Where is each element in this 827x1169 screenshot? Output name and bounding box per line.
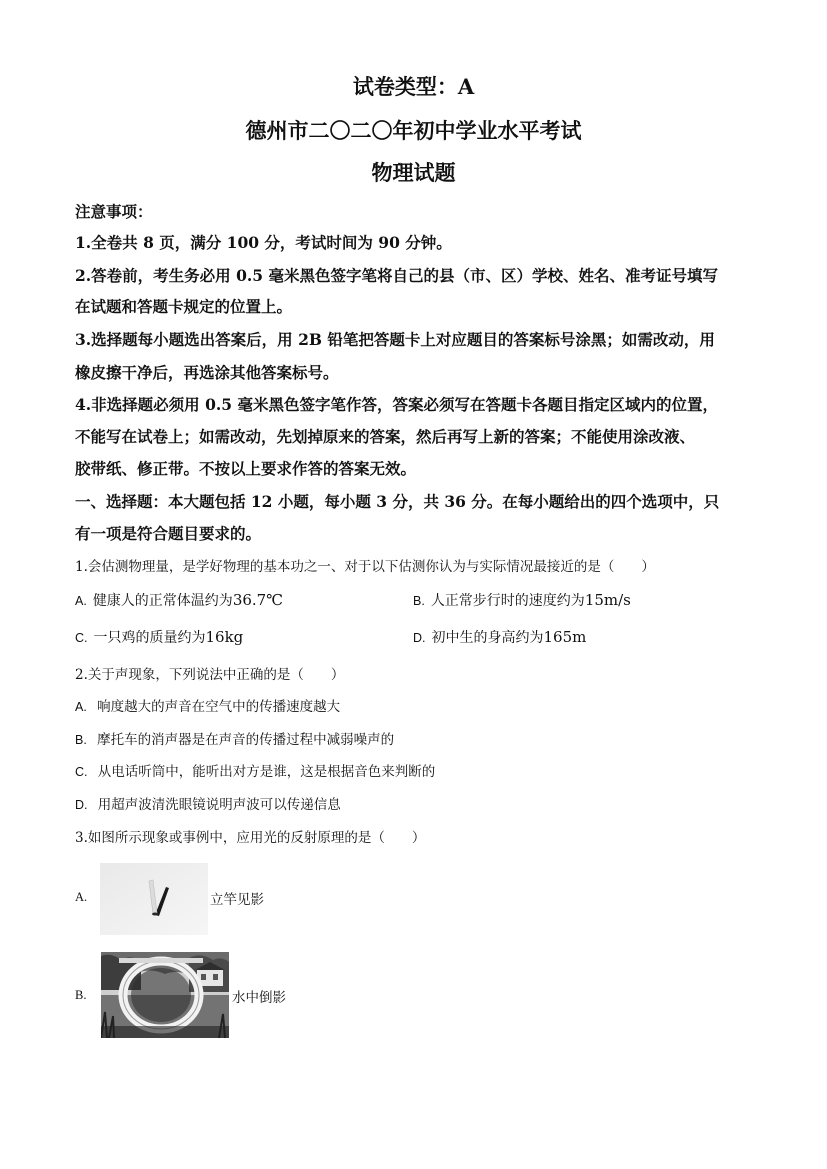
option-c[interactable]: C. 从电话听筒中，能听出对方是谁，这是根据音色来判断的 [75, 764, 436, 780]
bridge-reflection-photo [101, 952, 229, 1038]
paper-type: 试卷类型：A [352, 74, 475, 99]
notice-item: 在试题和答题卡规定的位置上。 [75, 297, 293, 316]
section-heading-cont: 有一项是符合题目要求的。 [75, 524, 262, 543]
option-d[interactable]: D. 初中生的身高约为165m [413, 628, 587, 646]
option-b[interactable]: B. 摩托车的消声器是在声音的传播过程中减弱噪声的 [75, 732, 395, 748]
option-b[interactable]: B. 人正常步行时的速度约为15m/s [413, 591, 631, 609]
question-2-stem: 2.关于声现象，下列说法中正确的是（ ） [75, 667, 345, 683]
section-heading: 一、选择题：本大题包括 12 小题，每小题 3 分，共 36 分。在每小题给出的四个选项中，只 [75, 492, 720, 511]
pole-shadow-photo [100, 863, 208, 935]
notice-item: 2.答卷前，考生务必用 0.5 毫米黑色签字笔将自己的县（市、区）学校、姓名、准考证号填写 [75, 266, 718, 285]
option-c[interactable]: C. 一只鸡的质量约为16kg [75, 628, 244, 646]
option-d[interactable]: D. 用超声波清洗眼镜说明声波可以传递信息 [75, 797, 341, 813]
option-b[interactable]: B. 水中倒影 [75, 952, 375, 1040]
notice-item: 4.非选择题必须用 0.5 毫米黑色签字笔作答，答案必须写在答题卡各题目指定区域内的位置， [75, 395, 718, 414]
exam-title: 德州市二〇二〇年初中学业水平考试 [245, 118, 582, 143]
notice-item: 橡皮擦干净后，再选涂其他答案标号。 [75, 363, 339, 382]
option-a[interactable]: A. 健康人的正常体温约为36.7℃ [75, 591, 283, 609]
notice-item: 3.选择题每小题选出答案后，用 2B 铅笔把答题卡上对应题目的答案标号涂黑；如需改动，用 [75, 330, 715, 349]
notice-heading: 注意事项： [75, 202, 153, 221]
notice-item: 胶带纸、修正带。不按以上要求作答的答案无效。 [75, 459, 417, 478]
subject-title: 物理试题 [371, 160, 456, 185]
question-1-stem: 1.会估测物理量，是学好物理的基本功之一、对于以下估测你认为与实际情况最接近的是（ ） [75, 559, 655, 575]
option-a[interactable]: A. 立竿见影 [75, 860, 375, 938]
option-a[interactable]: A. 响度越大的声音在空气中的传播速度越大 [75, 699, 341, 715]
question-3-stem: 3.如图所示现象或事例中，应用光的反射原理的是（ ） [75, 830, 426, 846]
notice-item: 1.全卷共 8 页，满分 100 分，考试时间为 90 分钟。 [75, 233, 452, 252]
notice-item: 不能写在试卷上；如需改动，先划掉原来的答案，然后再写上新的答案；不能使用涂改液、 [75, 427, 696, 446]
